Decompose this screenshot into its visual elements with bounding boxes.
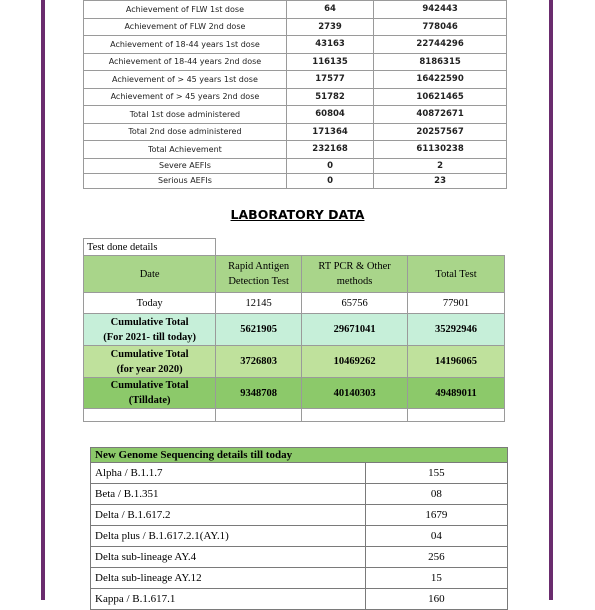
date-cell [84, 378, 216, 409]
row-label: Achievement of FLW 1st dose [84, 1, 287, 19]
column-header-total: Total Test [408, 256, 505, 293]
column-header-date: Date [84, 256, 216, 293]
state-value: 778046 [374, 18, 507, 36]
state-value: 2 [374, 158, 507, 173]
variant-count: 15 [365, 568, 507, 589]
state-value: 61130238 [374, 141, 507, 159]
state-value: 16422590 [374, 71, 507, 89]
date-line: Cumulative Total [110, 380, 189, 391]
total-value: 14196065 [408, 346, 505, 378]
row-label: Severe AEFIs [84, 158, 287, 173]
variant-name: Beta / B.1.351 [91, 484, 366, 505]
header-line: RT PCR & Other [318, 261, 391, 272]
section-heading: LABORATORY DATA [230, 207, 365, 222]
table-row [91, 547, 508, 568]
table-row [91, 589, 508, 610]
table-row [91, 463, 508, 484]
row-label: Total 1st dose administered [84, 106, 287, 124]
table-row-empty [84, 409, 505, 422]
column-header-rapid [216, 256, 302, 293]
table-row [84, 378, 505, 409]
state-value: 20257567 [374, 123, 507, 141]
empty-cell [216, 409, 302, 422]
variant-name: Delta / B.1.617.2 [91, 505, 366, 526]
rtpcr-value: 10469262 [302, 346, 408, 378]
table-row [91, 526, 508, 547]
rtpcr-value: 65756 [302, 293, 408, 314]
row-label: Achievement of 18-44 years 2nd dose [84, 53, 287, 71]
date-cell [84, 346, 216, 378]
center-value: 43163 [286, 36, 373, 54]
variant-name: Delta sub-lineage AY.4 [91, 547, 366, 568]
table-row [84, 158, 507, 173]
laboratory-table [83, 238, 505, 422]
variant-name: Alpha / B.1.1.7 [91, 463, 366, 484]
empty-cell [408, 409, 505, 422]
table-row [91, 505, 508, 526]
table-title-row [84, 239, 505, 256]
date-line: (For 2021- till today) [103, 331, 197, 343]
variant-count: 256 [365, 547, 507, 568]
rapid-value: 5621905 [216, 314, 302, 346]
state-value: 22744296 [374, 36, 507, 54]
state-value: 8186315 [374, 53, 507, 71]
state-value: 40872671 [374, 106, 507, 124]
variant-count: 1679 [365, 505, 507, 526]
center-value: 60804 [286, 106, 373, 124]
center-value: 51782 [286, 88, 373, 106]
state-value: 23 [374, 173, 507, 188]
date-cell [84, 314, 216, 346]
table-row [84, 18, 507, 36]
header-line: Detection Test [228, 276, 289, 287]
variant-count: 04 [365, 526, 507, 547]
date-line: (Tilldate) [128, 395, 171, 406]
table-row [84, 53, 507, 71]
total-value: 49489011 [408, 378, 505, 409]
row-label: Total 2nd dose administered [84, 123, 287, 141]
empty-cell [302, 409, 408, 422]
variant-name: Delta plus / B.1.617.2.1(AY.1) [91, 526, 366, 547]
table-title: New Genome Sequencing details till today [91, 448, 508, 463]
date-line: Cumulative Total [110, 316, 189, 328]
rtpcr-value: 40140303 [302, 378, 408, 409]
table-row [84, 36, 507, 54]
state-value: 942443 [374, 1, 507, 19]
state-value: 10621465 [374, 88, 507, 106]
row-label: Total Achievement [84, 141, 287, 159]
center-value: 232168 [286, 141, 373, 159]
table-title: Test done details [84, 239, 216, 256]
center-value: 0 [286, 173, 373, 188]
center-value: 17577 [286, 71, 373, 89]
header-row [91, 448, 508, 463]
variant-count: 160 [365, 589, 507, 610]
center-value: 0 [286, 158, 373, 173]
row-label: Achievement of 18-44 years 1st dose [84, 36, 287, 54]
date-line: Cumulative Total [110, 348, 189, 360]
variant-count: 08 [365, 484, 507, 505]
row-label: Achievement of > 45 years 1st dose [84, 71, 287, 89]
genome-table [90, 447, 508, 610]
page-border-left [41, 0, 45, 600]
table-row [84, 106, 507, 124]
table-row [84, 88, 507, 106]
table-row [84, 314, 505, 346]
table-row [84, 173, 507, 188]
table-row [84, 71, 507, 89]
blank-cell [216, 239, 505, 256]
row-label: Achievement of FLW 2nd dose [84, 18, 287, 36]
table-row [84, 1, 507, 19]
header-row [84, 256, 505, 293]
page-border-right [549, 0, 553, 600]
total-value: 77901 [408, 293, 505, 314]
column-header-rtpcr [302, 256, 408, 293]
rapid-value: 9348708 [216, 378, 302, 409]
total-value: 35292946 [408, 314, 505, 346]
empty-cell [84, 409, 216, 422]
table-row [84, 293, 505, 314]
table-row [91, 484, 508, 505]
center-value: 64 [286, 1, 373, 19]
variant-count: 155 [365, 463, 507, 484]
row-label: Serious AEFIs [84, 173, 287, 188]
table-row [84, 141, 507, 159]
date-line: (for year 2020) [116, 363, 183, 375]
date-cell: Today [84, 293, 216, 314]
variant-name: Kappa / B.1.617.1 [91, 589, 366, 610]
center-value: 171364 [286, 123, 373, 141]
table-row [84, 123, 507, 141]
table-row [91, 568, 508, 589]
rapid-value: 12145 [216, 293, 302, 314]
rtpcr-value: 29671041 [302, 314, 408, 346]
row-label: Achievement of > 45 years 2nd dose [84, 88, 287, 106]
center-value: 116135 [286, 53, 373, 71]
header-line: methods [336, 276, 373, 287]
variant-name: Delta sub-lineage AY.12 [91, 568, 366, 589]
table-row [84, 346, 505, 378]
header-line: Rapid Antigen [228, 261, 290, 272]
center-value: 2739 [286, 18, 373, 36]
vaccination-table [83, 0, 507, 189]
rapid-value: 3726803 [216, 346, 302, 378]
